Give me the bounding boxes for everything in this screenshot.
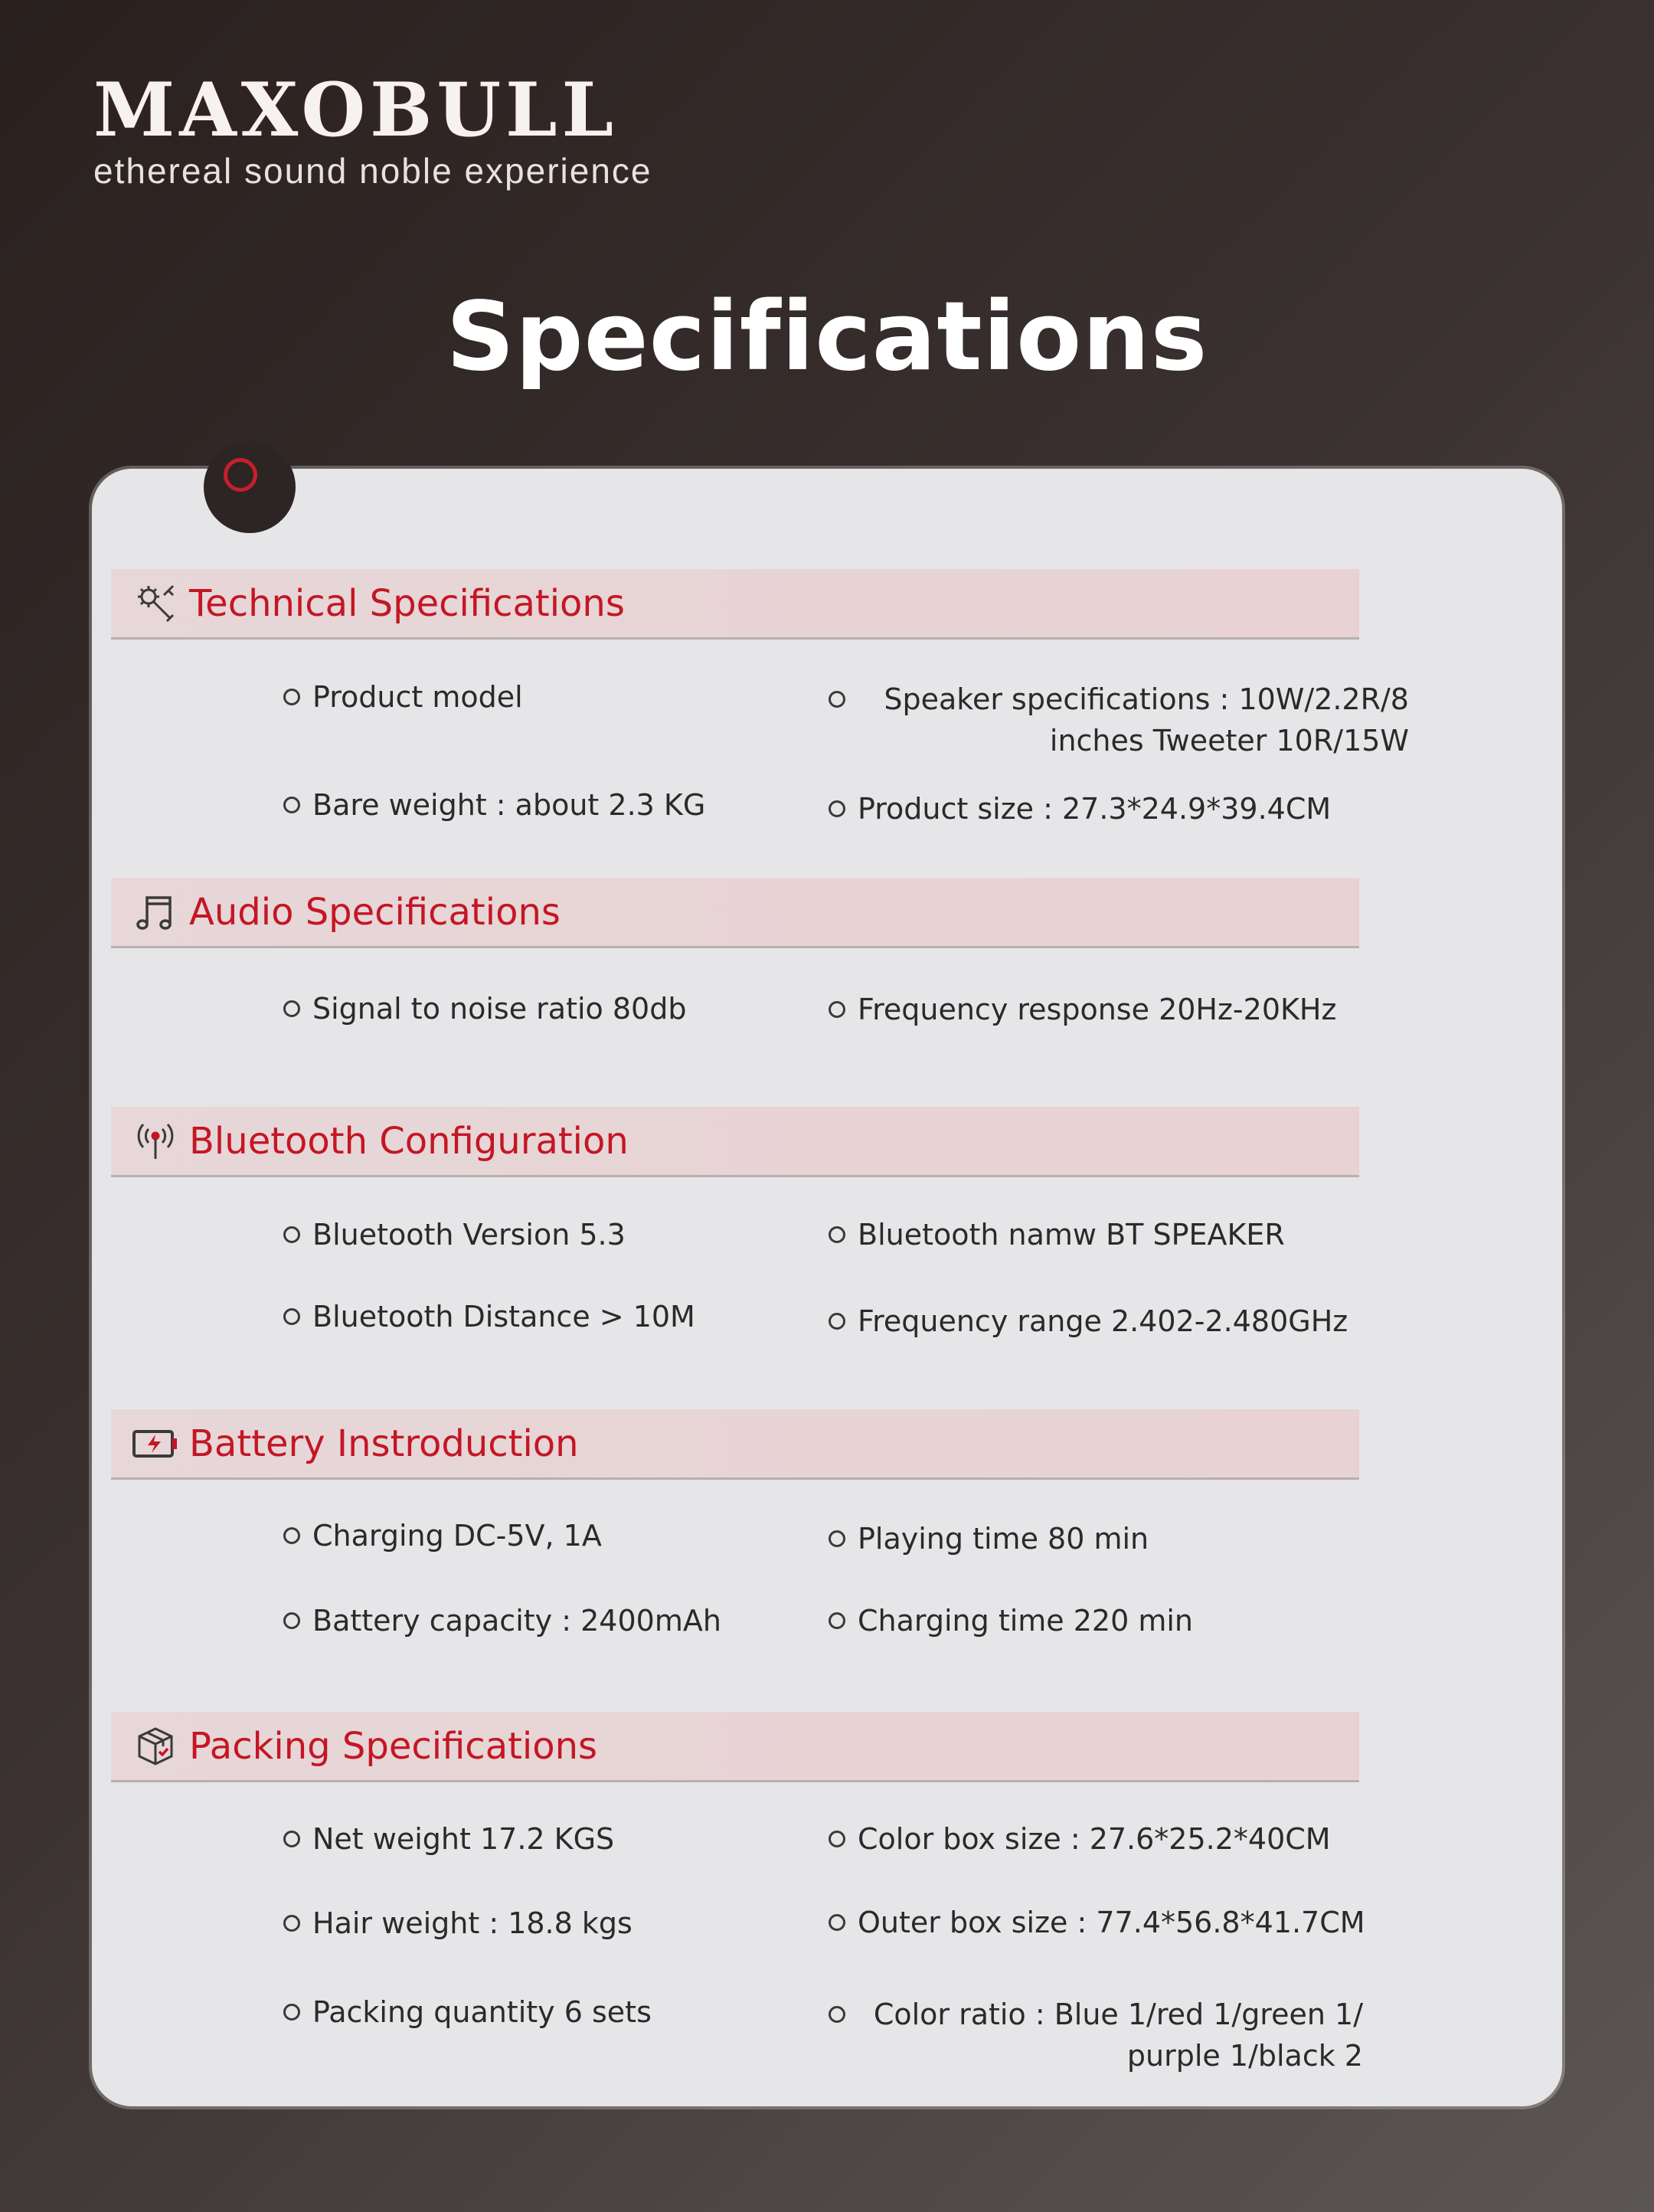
bullet-icon <box>283 797 300 813</box>
bullet-icon <box>283 1612 300 1629</box>
spec-item: Frequency range 2.402-2.480GHz <box>829 1301 1348 1342</box>
brand-tagline: ethereal sound noble experience <box>93 151 652 191</box>
section-header <box>111 1712 1359 1782</box>
bullet-icon <box>283 1226 300 1243</box>
spec-item: Product size : 27.3*24.9*39.4CM <box>829 788 1331 830</box>
bullet-icon <box>283 1308 300 1325</box>
bullet-icon <box>829 800 845 817</box>
spec-item: Battery capacity : 2400mAh <box>283 1600 721 1641</box>
spec-item: Color box size : 27.6*25.2*40CM <box>829 1818 1331 1860</box>
spec-item: Outer box size : 77.4*56.8*41.7CM <box>829 1902 1365 1943</box>
spec-item: Charging DC-5V, 1A <box>283 1515 602 1556</box>
bullet-icon <box>283 2004 300 2021</box>
tools-icon <box>132 581 178 627</box>
brand-logo <box>93 67 652 191</box>
section-header <box>111 1409 1359 1480</box>
spec-item: Speaker specifications : 10W/2.2R/8 inches Tweeter 10R/15W <box>829 679 1426 761</box>
bullet-icon <box>283 1527 300 1544</box>
spec-item: Bluetooth Distance > 10M <box>283 1296 695 1337</box>
spec-item: Signal to noise ratio 80db <box>283 988 686 1029</box>
antenna-icon <box>132 1118 178 1164</box>
section-title: Bluetooth Configuration <box>189 1119 629 1163</box>
section-battery <box>111 1409 1359 1480</box>
bullet-icon <box>829 1831 845 1847</box>
spec-item: Product model <box>283 676 523 718</box>
page-title: Specifications <box>446 282 1208 392</box>
bullet-icon <box>283 1831 300 1847</box>
section-header <box>111 878 1359 948</box>
notch-ring-icon <box>224 458 257 492</box>
bullet-icon <box>829 1226 845 1243</box>
section-audio <box>111 878 1359 948</box>
spec-item: Charging time 220 min <box>829 1600 1193 1641</box>
spec-item: Hair weight : 18.8 kgs <box>283 1903 633 1944</box>
package-icon <box>132 1723 178 1769</box>
spec-item: Frequency response 20Hz-20KHz <box>829 989 1336 1030</box>
music-note-icon <box>132 889 178 935</box>
spec-item: Playing time 80 min <box>829 1518 1149 1559</box>
brand-name: MAXOBULL <box>93 67 619 153</box>
section-title: Packing Specifications <box>189 1724 598 1768</box>
card-notch <box>204 441 296 533</box>
spec-item: Bare weight : about 2.3 KG <box>283 784 705 826</box>
bullet-icon <box>283 689 300 705</box>
bullet-icon <box>829 1612 845 1629</box>
bullet-icon <box>283 1000 300 1017</box>
bullet-icon <box>829 2006 845 2023</box>
section-packing <box>111 1712 1359 1782</box>
bullet-icon <box>829 1914 845 1931</box>
spec-item: Packing quantity 6 sets <box>283 1991 652 2033</box>
spec-item: Net weight 17.2 KGS <box>283 1818 614 1860</box>
bullet-icon <box>829 1313 845 1330</box>
bullet-icon <box>829 1530 845 1547</box>
section-bluetooth <box>111 1107 1359 1177</box>
bullet-icon <box>829 1001 845 1018</box>
spec-item: Bluetooth Version 5.3 <box>283 1214 626 1255</box>
section-header <box>111 1107 1359 1177</box>
section-title: Technical Specifications <box>189 581 625 625</box>
spec-item: Color ratio : Blue 1/red 1/green 1/ purple 1/black 2 <box>829 1994 1380 2076</box>
battery-icon <box>132 1421 178 1467</box>
spec-item: Bluetooth namw BT SPEAKER <box>829 1214 1285 1255</box>
section-header <box>111 569 1359 640</box>
bullet-icon <box>283 1915 300 1932</box>
section-title: Battery Instroduction <box>189 1422 579 1465</box>
bullet-icon <box>829 691 845 708</box>
section-title: Audio Specifications <box>189 890 561 934</box>
section-technical <box>111 569 1359 640</box>
